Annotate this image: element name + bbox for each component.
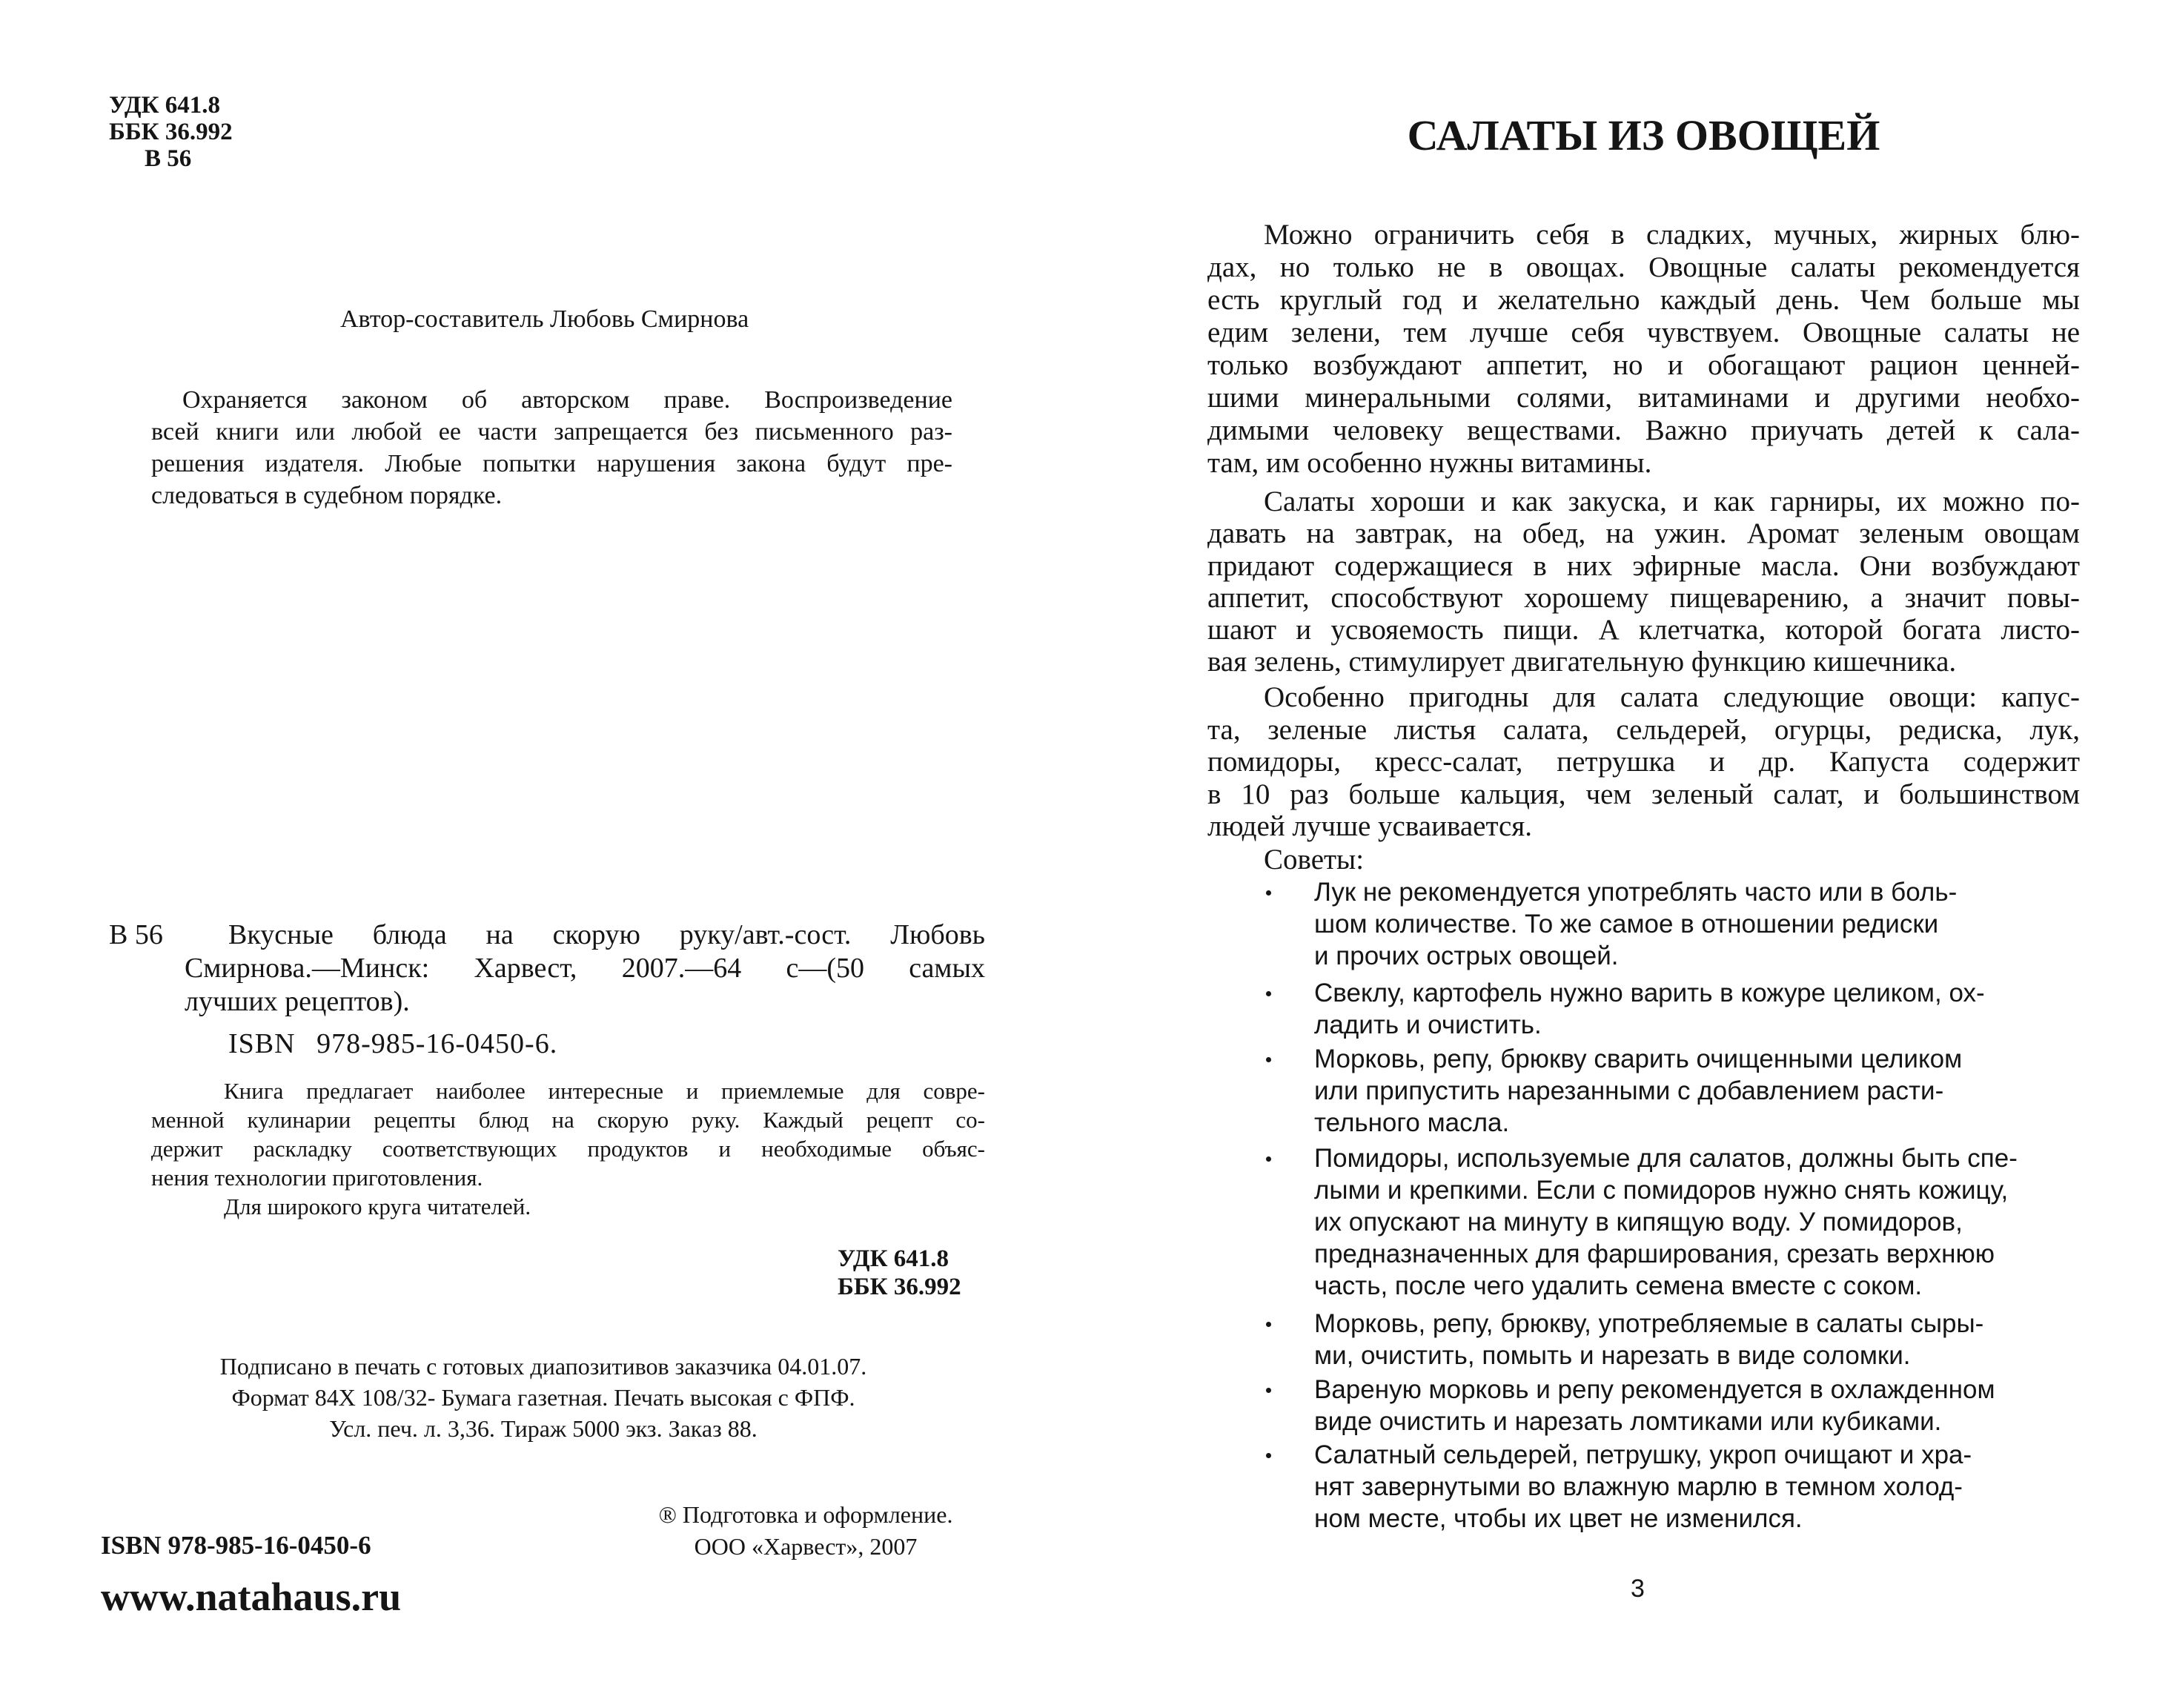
body-line: Особенно пригодны для салата следующие овощи: капус-: [1264, 681, 2080, 713]
body-paragraph: [1207, 219, 2080, 480]
body-line: дах, но только не в овощах. Овощные салаты рекомендуется: [1207, 251, 2080, 283]
catalog-author-mark: В 56: [109, 919, 163, 950]
body-line: там, им особенно нужны витамины.: [1207, 447, 1652, 479]
annotation-line: нения технологии приготовления.: [151, 1165, 483, 1191]
annotation-line: менной кулинарии рецепты блюд на скорую руку. Каждый рецепт со-: [151, 1107, 985, 1133]
body-line: та, зеленые листья салата, сельдерей, огурцы, редиска, лук,: [1207, 713, 2080, 746]
catalog-entry-line: Смирнова.—Минск: Харвест, 2007.—64 с—(50 самых: [185, 953, 985, 984]
bullet-icon: [1266, 1156, 1271, 1162]
rights-notice-line: всей книги или любой ее части запрещается без письменного раз-: [151, 418, 952, 446]
publisher-credit: [635, 1499, 976, 1563]
bullet-icon: [1266, 1453, 1271, 1458]
rights-notice: [151, 384, 952, 512]
tip-item: [1260, 1142, 2018, 1302]
imprint-line: Усл. печ. л. 3,36. Тираж 5000 экз. Заказ 88.: [329, 1415, 758, 1442]
catalog-isbn: ISBN 978-985-16-0450-6.: [228, 1028, 558, 1059]
bullet-icon: [1266, 1388, 1271, 1393]
udk-code: УДК 641.8: [109, 92, 221, 119]
rights-notice-line: Охраняется законом об авторском праве. Воспроизведение: [182, 386, 952, 414]
annotation-audience-line: Для широкого круга читателей.: [224, 1194, 531, 1219]
tip-line: виде очистить и нарезать ломтиками или кубиками.: [1314, 1407, 1942, 1436]
tip-item: [1260, 1043, 1962, 1139]
catalog-entry: [185, 918, 985, 1019]
rights-notice-line: следоваться в судебном порядке.: [151, 482, 503, 509]
catalog-entry-line: лучших рецептов).: [185, 986, 410, 1017]
body-line: шими минеральными солями, витаминами и другими необхо-: [1207, 382, 2080, 414]
body-paragraph: [1207, 681, 2080, 843]
bullet-icon: [1266, 890, 1271, 896]
body-line: давать на завтрак, на обед, на ужин. Аромат зеленым овощам: [1207, 517, 2080, 550]
tip-line: и прочих острых овощей.: [1314, 941, 1619, 970]
body-line: людей лучше усваивается.: [1207, 810, 1532, 842]
tip-line: Свеклу, картофель нужно варить в кожуре целиком, ох-: [1314, 979, 1985, 1007]
page-title: САЛАТЫ ИЗ ОВОЩЕЙ: [1407, 111, 1880, 159]
tip-item: [1260, 977, 1985, 1041]
tip-line: шом количестве. То же самое в отношении редиски: [1314, 910, 1939, 939]
tip-line: их опускают на минуту в кипящую воду. У помидоров,: [1314, 1208, 1963, 1237]
body-line: аппетит, способствуют хорошему пищеварению, а значит повы-: [1207, 581, 2080, 614]
tip-item: [1260, 1374, 1995, 1437]
bullet-icon: [1266, 1057, 1271, 1062]
tip-item: [1260, 876, 1957, 972]
body-line: Салаты хороши и как закуска, и как гарниры, их можно по-: [1264, 486, 2080, 517]
tip-item: [1260, 1308, 1983, 1371]
tip-line: тельного масла.: [1314, 1108, 1510, 1137]
tip-line: часть, после чего удалить семена вместе с соком.: [1314, 1271, 1923, 1300]
tip-item: [1260, 1439, 1972, 1535]
classification-codes-bottom: [838, 1245, 961, 1301]
body-line: едим зелени, тем лучше себя чувствуем. Овощные салаты не: [1207, 317, 2080, 348]
right-page: [1085, 0, 2171, 1708]
bbk-code: ББК 36.992: [109, 119, 233, 145]
udk-code: УДК 641.8: [838, 1245, 949, 1272]
publisher-credit-line: ® Подготовка и оформление.: [658, 1501, 953, 1528]
page-number: 3: [1631, 1575, 1645, 1603]
tips-heading: Советы:: [1264, 844, 1365, 875]
catalog-entry-line: Вкусные блюда на скорую руку/авт.-сост. Любовь: [228, 919, 985, 950]
imprint-line: Формат 84Х 108/32- Бумага газетная. Печать высокая с ФПФ.: [231, 1384, 855, 1411]
tip-line: Помидоры, используемые для салатов, должны быть спе-: [1314, 1144, 2018, 1173]
bullet-icon: [1266, 991, 1271, 996]
body-paragraph: [1207, 486, 2080, 678]
tip-line: ладить и очистить.: [1314, 1010, 1542, 1039]
body-line: вая зелень, стимулирует двигательную функцию кишечника.: [1207, 646, 1957, 678]
website: www.natahaus.ru: [101, 1575, 402, 1619]
annotation-line: Книга предлагает наиболее интересные и приемлемые для совре-: [224, 1078, 985, 1104]
publisher-credit-line: ООО «Харвест», 2007: [694, 1533, 918, 1560]
tip-line: Салатный сельдерей, петрушку, укроп очищают и хра-: [1314, 1440, 1972, 1469]
body-line: есть круглый год и желательно каждый день. Чем больше мы: [1207, 284, 2080, 316]
imprint: [148, 1351, 938, 1444]
body-line: шают и усвояемость пищи. А клетчатка, которой богата листо-: [1207, 614, 2080, 646]
author-credit: Автор-составитель Любовь Смирнова: [340, 305, 749, 333]
tip-line: ми, очистить, помыть и нарезать в виде соломки.: [1314, 1341, 1911, 1370]
tip-line: ном месте, чтобы их цвет не изменился.: [1314, 1504, 1803, 1533]
isbn: ISBN 978-985-16-0450-6: [101, 1531, 371, 1560]
body-line: в 10 раз больше кальция, чем зеленый салат, и большинством: [1207, 778, 2080, 810]
tip-line: лыми и крепкими. Если с помидоров нужно снять кожицу,: [1314, 1176, 2009, 1205]
body-line: помидоры, кресс-салат, петрушка и др. Капуста содержит: [1207, 746, 2080, 778]
imprint-line: Подписано в печать с готовых диапозитивов заказчика 04.01.07.: [219, 1353, 867, 1380]
annotation: [151, 1076, 985, 1221]
tip-line: Лук не рекомендуется употреблять часто или в боль-: [1314, 878, 1958, 907]
tip-line: Морковь, репу, брюкву, употребляемые в салаты сыры-: [1314, 1309, 1984, 1338]
tip-line: Вареную морковь и репу рекомендуется в охлажденном: [1314, 1375, 1995, 1404]
left-page: [0, 0, 1085, 1708]
bullet-icon: [1266, 1322, 1271, 1327]
tip-line: нят завернутыми во влажную марлю в темном холод-: [1314, 1472, 1963, 1501]
body-line: только возбуждают аппетит, но и обогащают рацион ценней-: [1207, 349, 2080, 381]
bbk-code: ББК 36.992: [838, 1274, 961, 1300]
body-line: димыми человеку веществами. Важно приучать детей к сала-: [1207, 414, 2080, 446]
annotation-line: держит раскладку соответствующих продуктов и необходимые объяс-: [151, 1136, 985, 1162]
author-mark: В 56: [145, 145, 192, 172]
tip-line: предназначенных для фарширования, срезать верхнюю: [1314, 1239, 1995, 1268]
body-line: Можно ограничить себя в сладких, мучных, жирных блю-: [1264, 219, 2080, 251]
rights-notice-line: решения издателя. Любые попытки нарушения закона будут пре-: [151, 450, 952, 477]
tip-line: или припустить нарезанными с добавлением расти-: [1314, 1076, 1944, 1105]
tip-line: Морковь, репу, брюкву сварить очищенными целиком: [1314, 1045, 1963, 1073]
classification-codes-top: [109, 92, 233, 172]
body-line: придают содержащиеся в них эфирные масла. Они возбуждают: [1207, 549, 2080, 582]
